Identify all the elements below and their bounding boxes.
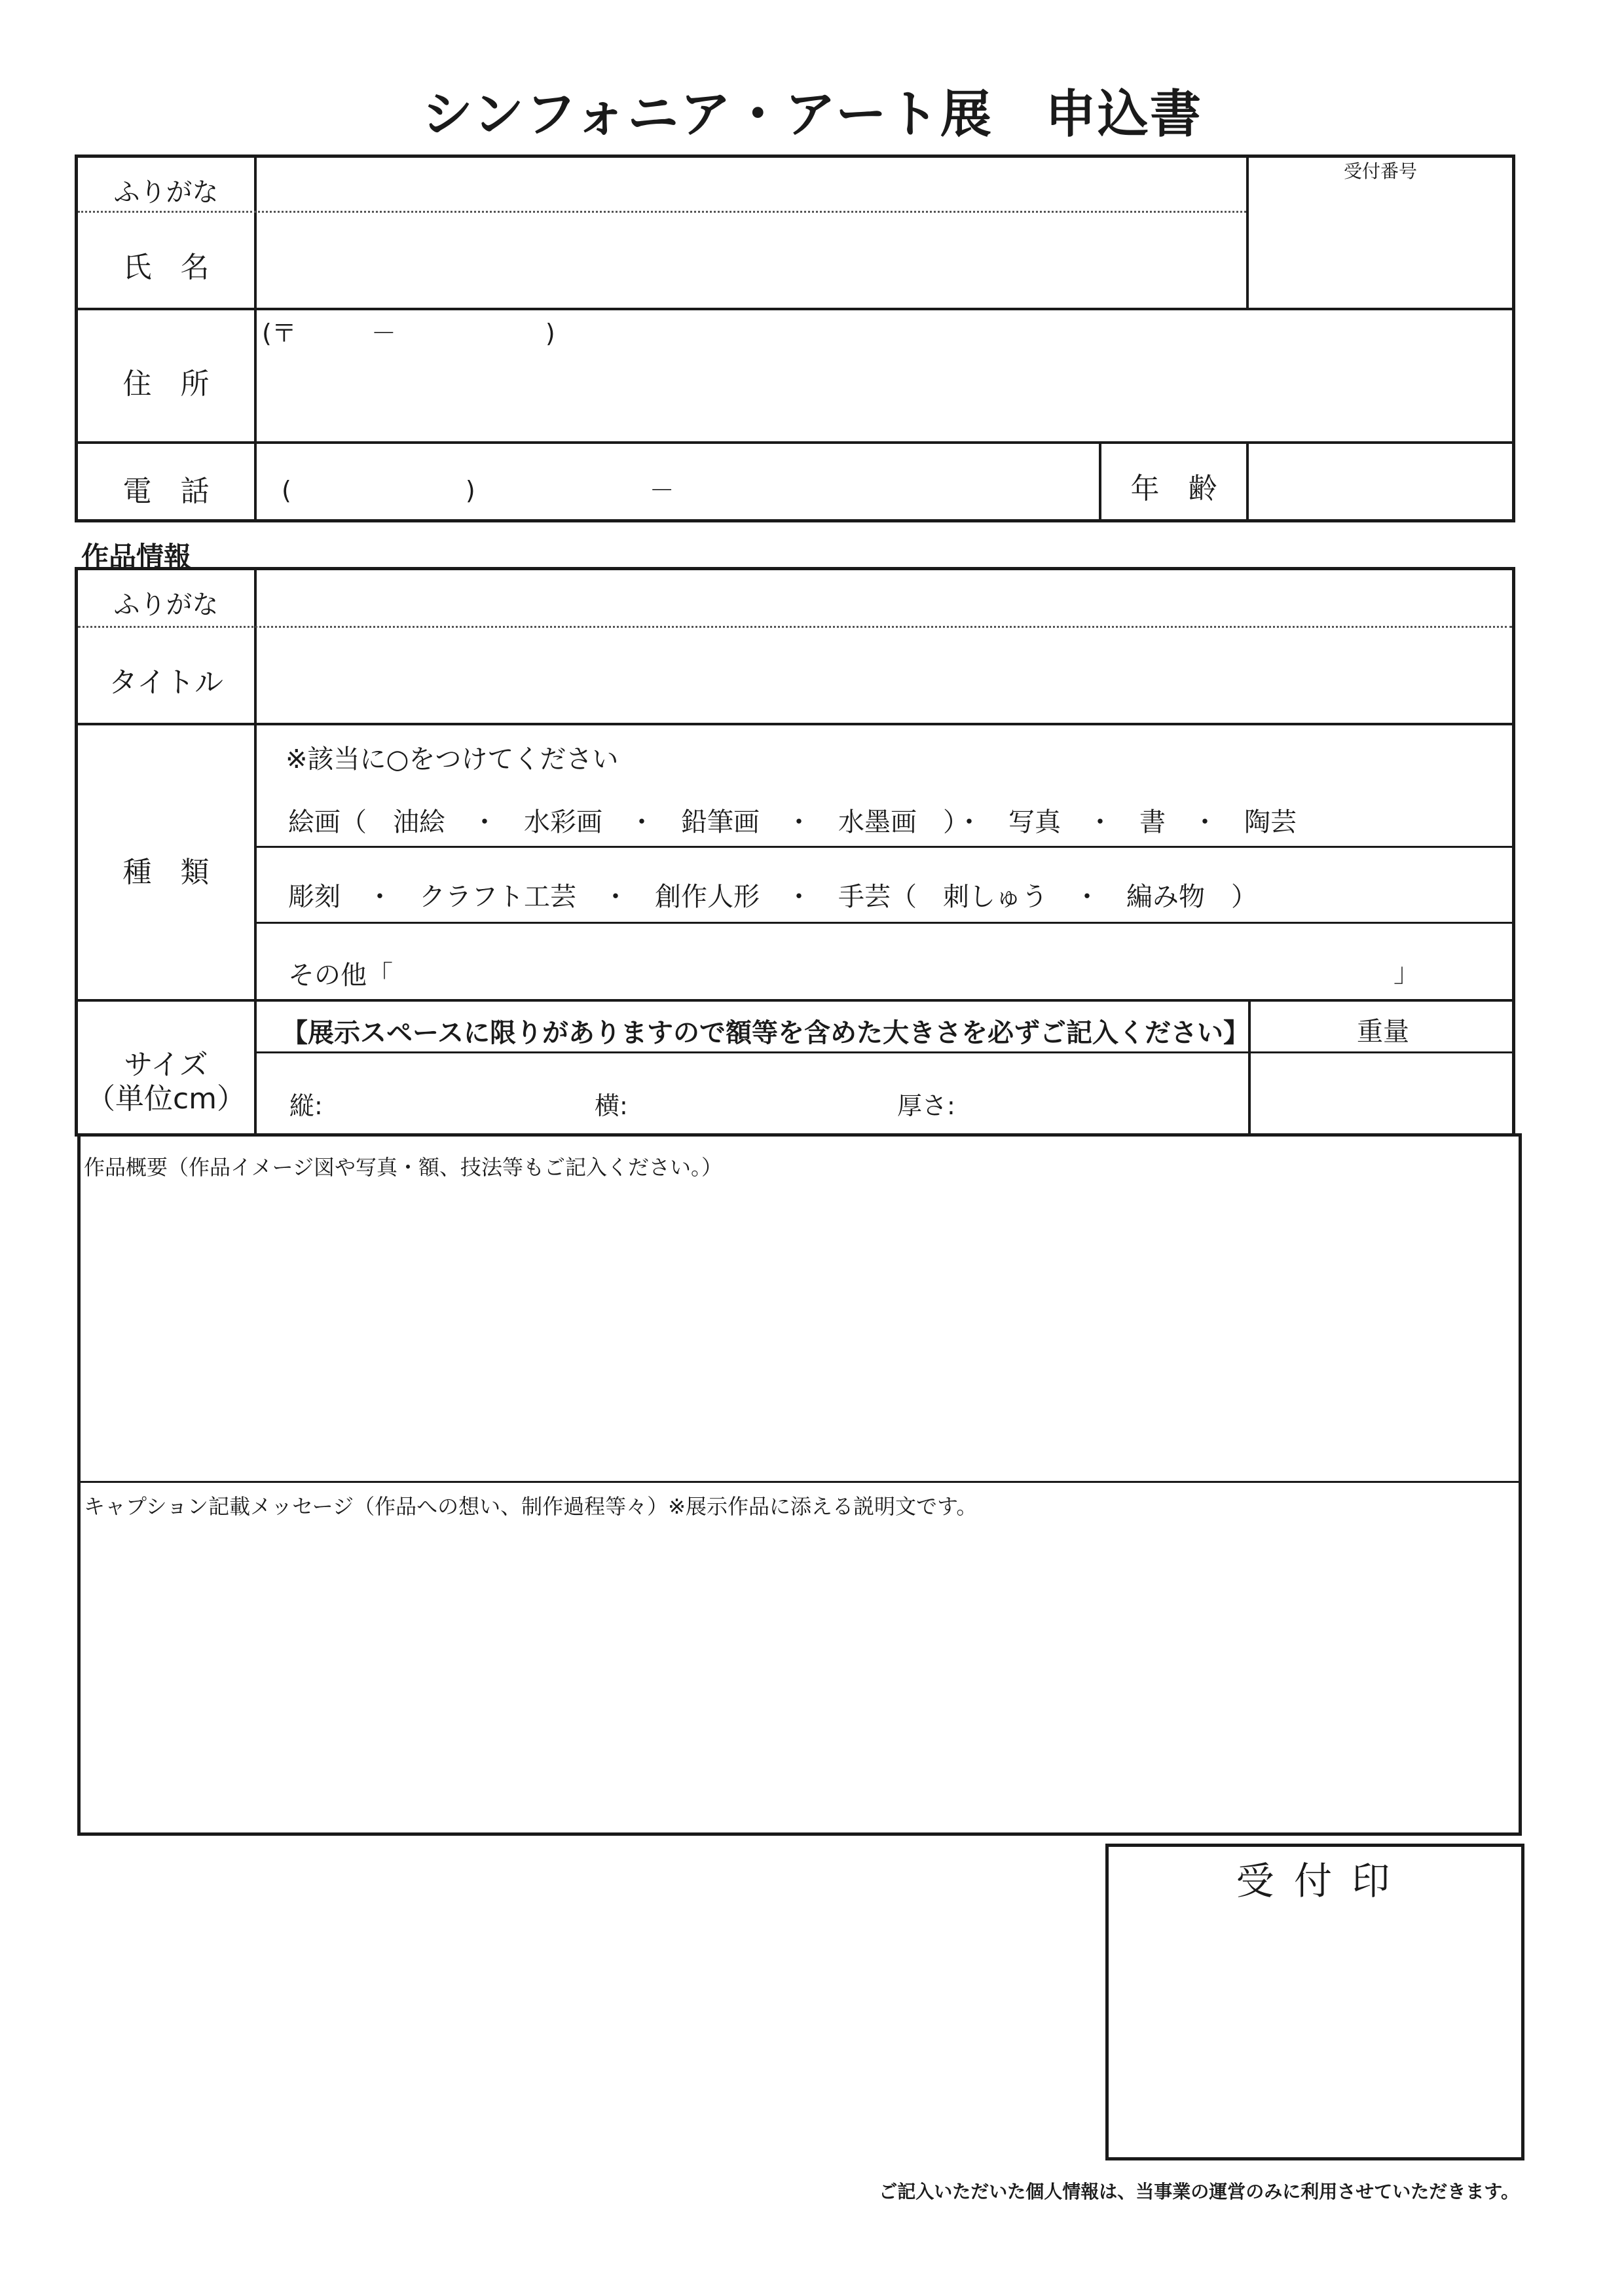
overview-label: 作品概要（作品イメージ図や写真・額、技法等もご記入ください。） xyxy=(84,1155,723,1180)
title-type-divider xyxy=(75,723,1515,725)
weight-label: 重量 xyxy=(1357,1017,1409,1047)
work-title-label: タイトル xyxy=(108,666,224,699)
width-label: 横: xyxy=(595,1091,628,1120)
work-type-option-line-1[interactable]: 絵画（ 油絵 ・ 水彩画 ・ 鉛筆画 ・ 水墨画 ）・ 写真 ・ 書 ・ 陶芸 xyxy=(288,807,1297,837)
weight-field[interactable] xyxy=(1251,1053,1512,1133)
applicant-furigana-label: ふりがな xyxy=(113,177,219,208)
work-title-field[interactable] xyxy=(257,629,1512,723)
reception-number-label: 受付番号 xyxy=(1343,160,1417,182)
work-type-other-close: 」 xyxy=(1393,958,1420,988)
caption-label: キャプション記載メッセージ（作品への想い、制作過程等々）※展示作品に添える説明文です。 xyxy=(84,1494,978,1519)
phone-field[interactable] xyxy=(257,444,1099,522)
work-type-label: 種 類 xyxy=(122,856,210,889)
applicant-furigana-field[interactable] xyxy=(257,158,1246,211)
phone-format: ( ) － xyxy=(282,476,674,505)
form-title: シンフォニア・アート展 申込書 xyxy=(422,85,1202,144)
overview-field[interactable] xyxy=(81,1182,1519,1481)
height-label: 縦: xyxy=(289,1091,323,1120)
width-field[interactable] xyxy=(635,1061,884,1126)
depth-field[interactable] xyxy=(963,1061,1238,1126)
work-furigana-title-divider xyxy=(78,626,1512,628)
work-info-heading: 作品情報 xyxy=(81,541,192,573)
size-label: サイズ xyxy=(124,1048,208,1082)
applicant-name-label: 氏 名 xyxy=(122,251,210,284)
caption-field[interactable] xyxy=(81,1522,1519,1832)
type-row-divider-1 xyxy=(257,846,1515,848)
work-type-other-open: その他「 xyxy=(288,960,393,991)
reception-stamp-label: 受 付 印 xyxy=(1236,1859,1394,1903)
work-type-option-line-2[interactable]: 彫刻 ・ クラフト工芸 ・ 創作人形 ・ 手芸（ 刺しゅう ・ 編み物 ） xyxy=(288,882,1257,912)
size-unit-label: （単位cm） xyxy=(86,1082,246,1116)
address-field[interactable] xyxy=(257,310,1512,441)
work-type-other-field[interactable] xyxy=(399,949,1388,989)
overview-caption-divider xyxy=(77,1481,1522,1483)
privacy-note: ご記入いただいた個人情報は、当事業の運営のみに利用させていただきます。 xyxy=(879,2181,1519,2202)
depth-label: 厚さ: xyxy=(897,1091,955,1120)
type-size-divider xyxy=(75,999,1515,1002)
work-furigana-field[interactable] xyxy=(257,570,1512,626)
height-field[interactable] xyxy=(334,1061,583,1126)
size-notice: 【展示スペースに限りがありますので額等を含めた大きさを必ずご記入ください】 xyxy=(282,1018,1249,1048)
type-row-divider-2 xyxy=(257,922,1515,924)
furigana-name-divider xyxy=(78,211,1246,213)
age-field[interactable] xyxy=(1249,444,1512,522)
work-type-note: ※該当に○をつけてください xyxy=(286,744,619,774)
age-label: 年 齢 xyxy=(1130,472,1217,505)
postal-code-bracket: (〒 － ) xyxy=(262,319,555,348)
address-label: 住 所 xyxy=(122,367,210,401)
phone-label: 電 話 xyxy=(122,475,210,508)
work-furigana-label: ふりがな xyxy=(113,590,219,620)
applicant-name-field[interactable] xyxy=(257,213,1246,308)
